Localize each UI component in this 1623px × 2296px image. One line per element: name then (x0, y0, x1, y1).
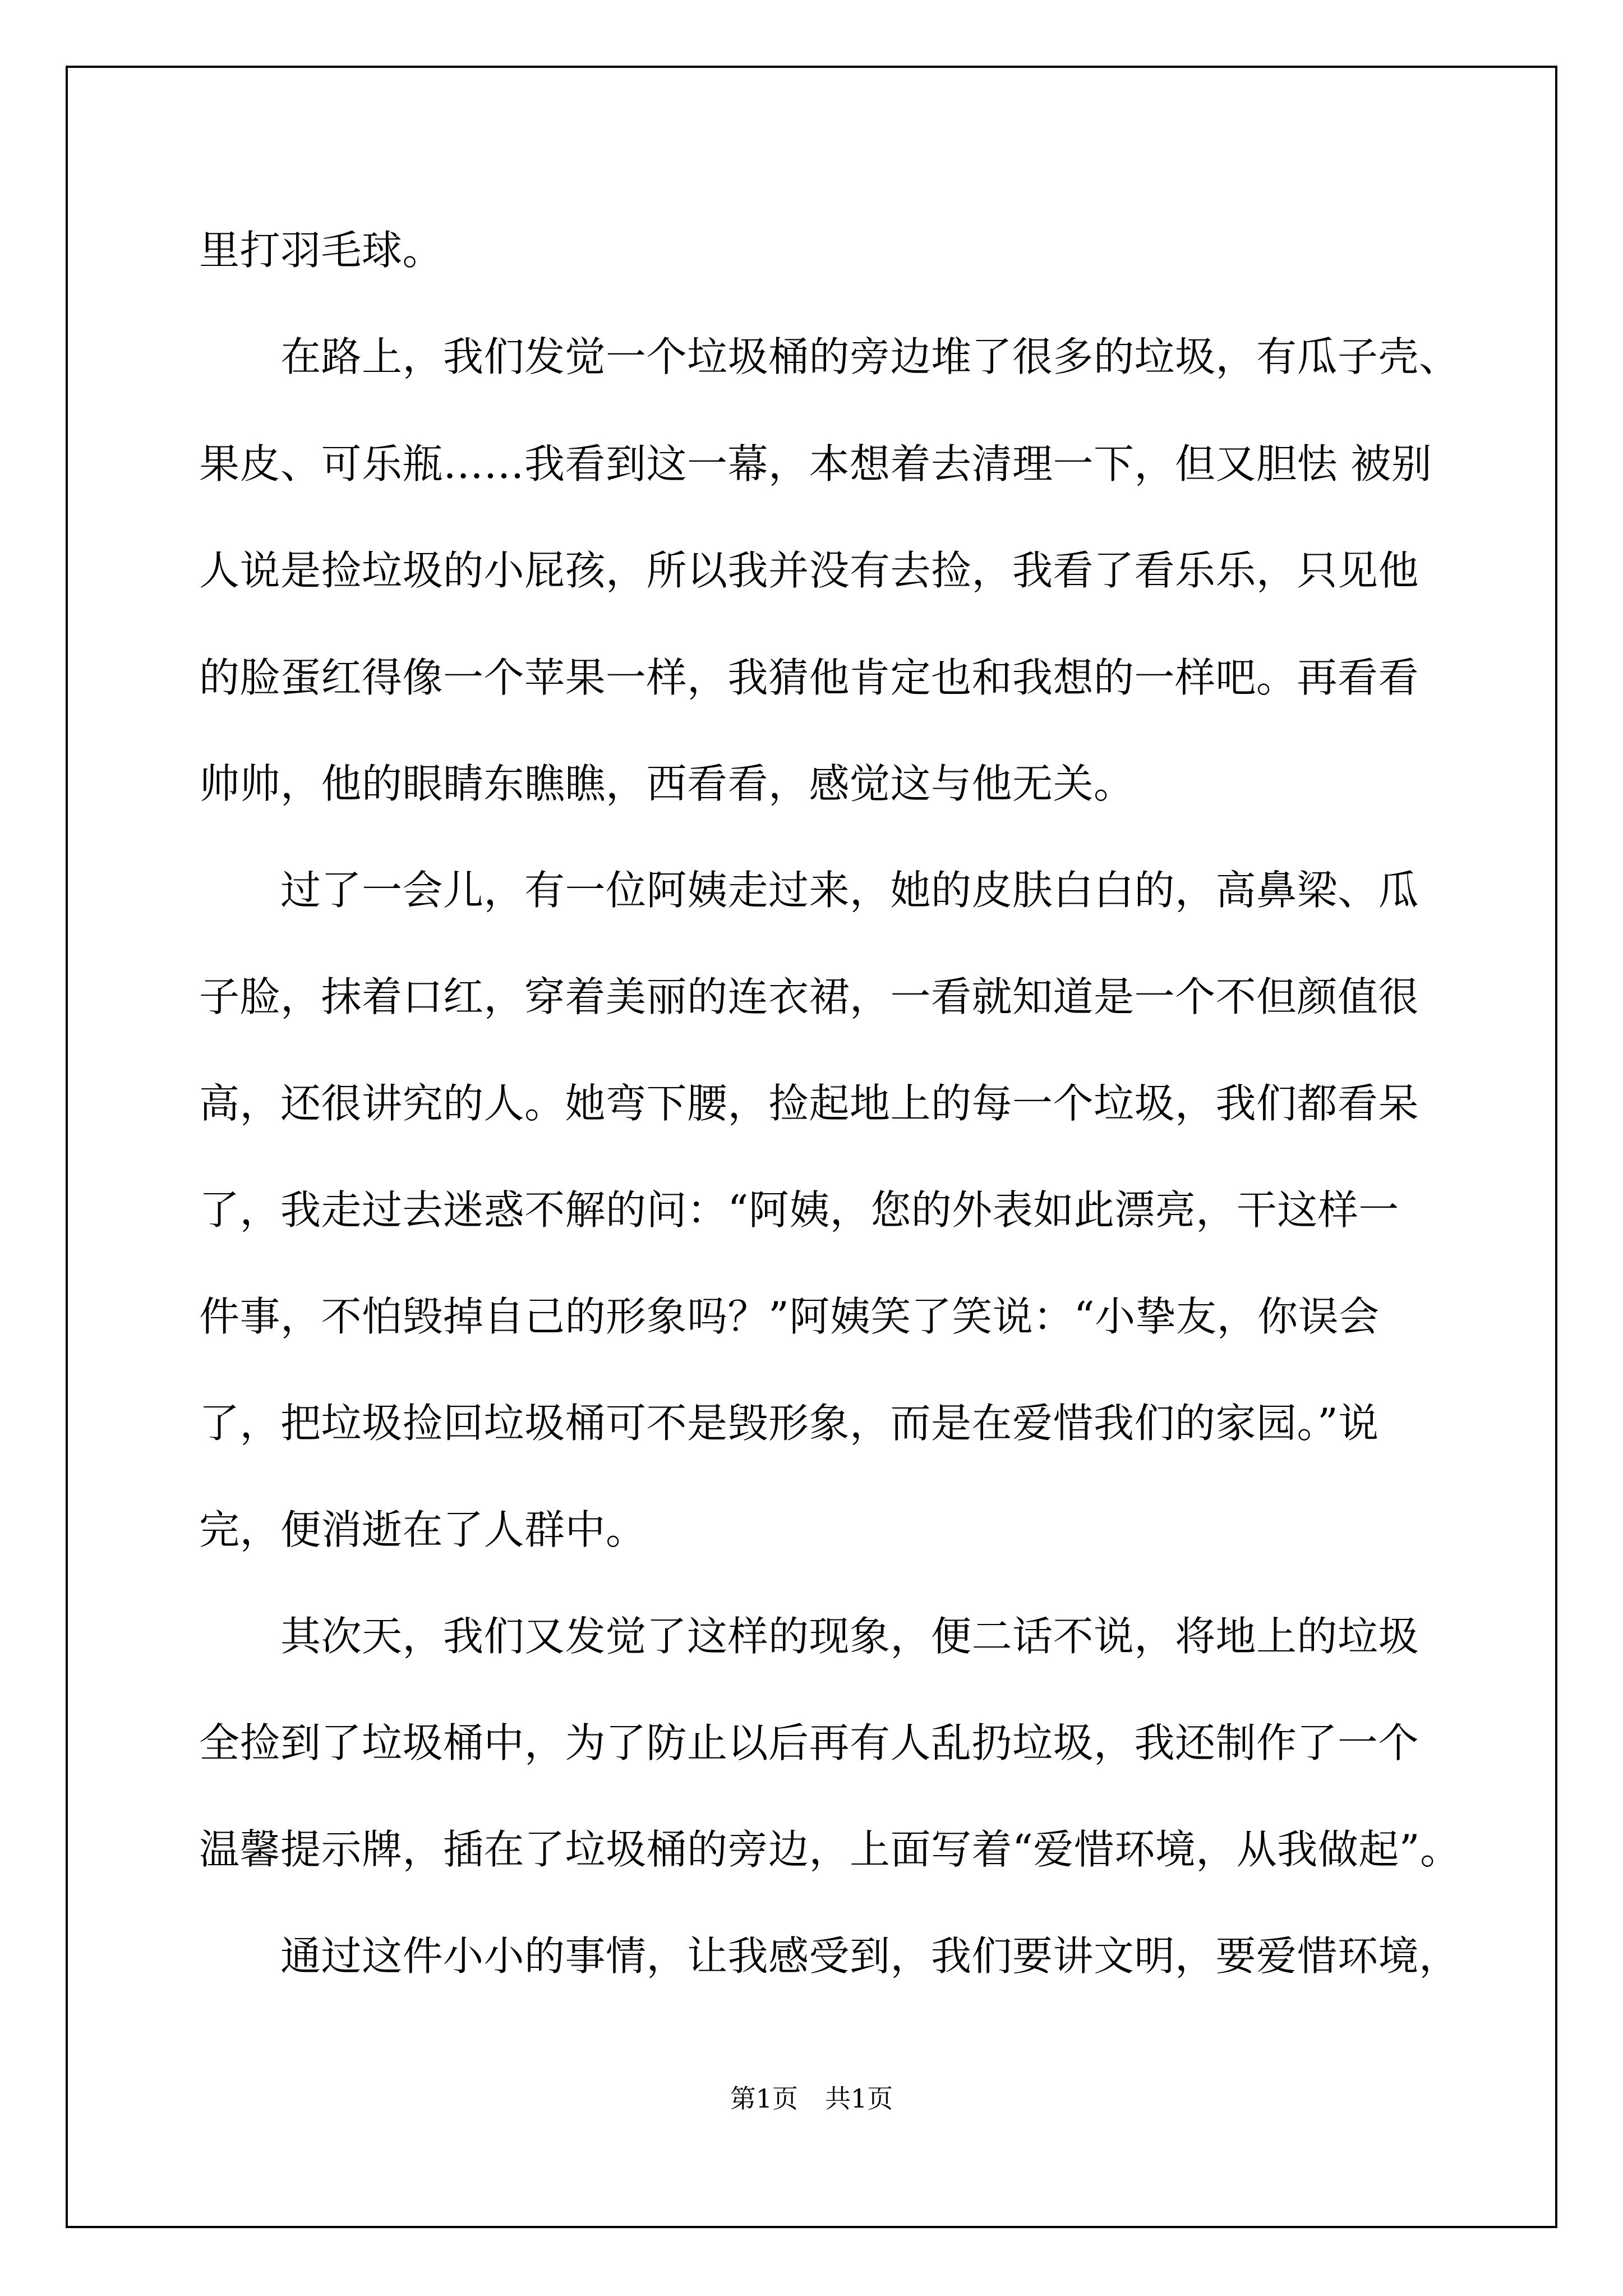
text-line: 帅帅，他的眼睛东瞧瞧，西看看，感觉这与他无关。 (199, 760, 1135, 807)
text-line: 了，我走过去迷惑不解的问：“阿姨，您的外表如此漂亮，干这样一 (199, 1186, 1399, 1234)
page-footer (0, 2083, 1623, 2114)
paragraph-start-line: 过了一会儿，有一位阿姨走过来，她的皮肤白白的，高鼻梁、瓜 (280, 867, 1419, 914)
text-line: 件事，不怕毁掉自己的形象吗？”阿姨笑了笑说：“小挚友，你误会 (199, 1293, 1380, 1340)
text-line: 人说是捡垃圾的小屁孩，所以我并没有去捡，我看了看乐乐，只见他 (199, 547, 1419, 594)
paragraph-start-line: 通过这件小小的事情，让我感受到，我们要讲文明，要爱惜环境， (280, 1932, 1460, 1980)
text-line: 全捡到了垃圾桶中，为了防止以后再有人乱扔垃圾，我还制作了一个 (199, 1719, 1419, 1766)
text-line: 高，还很讲究的人。她弯下腰，捡起地上的每一个垃圾，我们都看呆 (199, 1080, 1419, 1127)
text-line: 的脸蛋红得像一个苹果一样，我猜他肯定也和我想的一样吧。再看看 (199, 654, 1419, 701)
text-line: 了，把垃圾捡回垃圾桶可不是毁形象，而是在爱惜我们的家园。”说 (199, 1400, 1379, 1447)
paragraph-start-line: 其次天，我们又发觉了这样的现象，便二话不说，将地上的垃圾 (280, 1613, 1419, 1660)
paragraph-start-line: 在路上，我们发觉一个垃圾桶的旁边堆了很多的垃圾，有瓜子壳、 (280, 333, 1460, 380)
page-border (66, 66, 1557, 2228)
text-line: 温馨提示牌，插在了垃圾桶的旁边，上面写着“爱惜环境，从我做起”。 (199, 1826, 1461, 1873)
text-line: 完，便消逝在了人群中。 (199, 1506, 647, 1553)
page-number: 第1页 (730, 2083, 798, 2114)
page-total: 共1页 (825, 2083, 893, 2114)
text-line: 果皮、可乐瓶……我看到这一幕，本想着去清理一下，但又胆怯 被别 (199, 440, 1432, 487)
text-line: 里打羽毛球。 (199, 227, 444, 274)
text-line: 子脸，抹着口红，穿着美丽的连衣裙，一看就知道是一个不但颜值很 (199, 973, 1419, 1020)
